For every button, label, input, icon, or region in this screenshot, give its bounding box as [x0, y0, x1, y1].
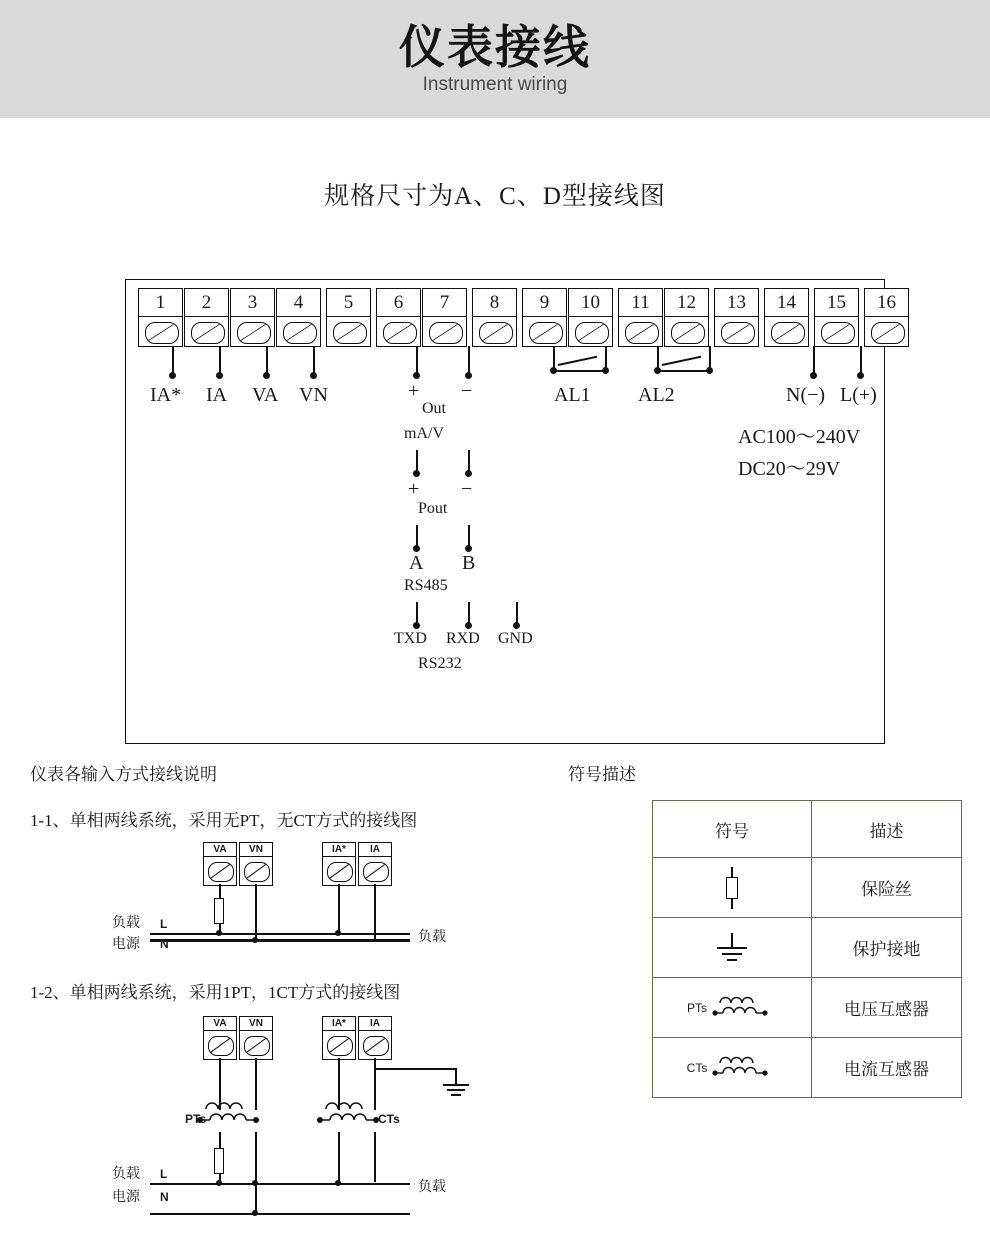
table-header-row — [653, 801, 962, 858]
terminal-4: 4 — [276, 288, 321, 347]
symbol-label-pts: PTs — [686, 1000, 707, 1015]
wire-dot — [413, 545, 420, 552]
terminal-13: 13 — [714, 288, 759, 347]
junction-node — [252, 1180, 258, 1186]
screw-icon — [240, 857, 272, 885]
label-va: VA — [252, 384, 279, 406]
junction-node — [252, 1210, 258, 1216]
screw-icon — [204, 857, 236, 885]
label-vn: VN — [299, 384, 328, 406]
case2-current-terminals — [322, 1016, 392, 1060]
symbol-table — [652, 800, 962, 1098]
label-pout-plus: + — [408, 478, 420, 500]
wire-al2-bridge — [657, 370, 710, 372]
label-al1: AL1 — [554, 384, 591, 406]
case2-voltage-terminals — [203, 1016, 273, 1060]
terminal-15: 15 — [814, 288, 859, 347]
fuse-lead-icon — [731, 867, 733, 877]
wire-dot — [706, 367, 713, 374]
label-txd: TXD — [394, 630, 427, 647]
header-symbol: 符号 — [653, 801, 812, 858]
terminal-1: 1 — [138, 288, 183, 347]
wire-dot — [263, 372, 270, 379]
symbol-cell-ground — [653, 918, 812, 978]
fuse-icon — [214, 898, 224, 924]
case1-wire-va-down — [219, 884, 221, 898]
label-l-plus: L(+) — [840, 384, 877, 406]
pt-transformer-icon — [196, 1098, 266, 1132]
terminal-3: 3 — [230, 288, 275, 347]
explanation-heading: 仪表各输入方式接线说明 — [30, 765, 217, 784]
label-ma-v: mA/V — [404, 425, 444, 442]
case2-line-l — [150, 1183, 410, 1185]
screw-icon — [765, 317, 808, 346]
ct-transformer-icon — [711, 1053, 777, 1083]
terminal-11: 11 — [618, 288, 663, 347]
terminal-14: 14 — [764, 288, 809, 347]
table-row — [653, 918, 962, 978]
terminal-strip — [138, 288, 910, 347]
fuse-icon — [214, 1148, 224, 1174]
terminal-10: 10 — [568, 288, 613, 347]
mini-terminal-ia: IA — [358, 1016, 392, 1060]
mini-terminal-va: VA — [203, 1016, 237, 1060]
mini-terminal-vn: VN — [239, 842, 273, 886]
switch-blade-al2 — [662, 356, 702, 366]
terminal-8: 8 — [472, 288, 517, 347]
wire-dot — [810, 372, 817, 379]
case1-label-l: L — [160, 917, 168, 931]
screw-icon — [359, 857, 391, 885]
symbol-cell-ct — [653, 1038, 812, 1098]
mini-terminal-ia: IA — [358, 842, 392, 886]
wire-dot — [310, 372, 317, 379]
label-dc-range: DC20～29V — [738, 458, 841, 480]
case2-label-n: N — [160, 1190, 169, 1204]
case1-wire-vn-down — [255, 884, 257, 940]
screw-icon — [185, 317, 228, 346]
wire-dot — [550, 367, 557, 374]
screw-icon — [323, 1031, 355, 1059]
label-pout: Pout — [418, 500, 448, 517]
switch-blade-al1 — [558, 356, 598, 366]
case1-label-load: 负载 — [112, 916, 140, 931]
wire-dot — [216, 372, 223, 379]
symbol-heading: 符号描述 — [568, 765, 636, 784]
screw-icon — [359, 1031, 391, 1059]
page-subtitle: Instrument wiring — [422, 74, 568, 96]
header-desc: 描述 — [812, 801, 962, 858]
fuse-icon — [726, 877, 738, 899]
page-title: 仪表接线 — [399, 20, 591, 73]
ground-icon — [731, 933, 733, 947]
junction-node — [335, 1180, 341, 1186]
terminal-12: 12 — [664, 288, 709, 347]
terminal-5: 5 — [326, 288, 371, 347]
junction-node — [216, 1180, 222, 1186]
mini-terminal-va: VA — [203, 842, 237, 886]
label-rs232: RS232 — [418, 655, 462, 672]
label-pout-minus: − — [461, 478, 473, 500]
case1-line-n — [150, 940, 410, 942]
case2-line-n — [150, 1213, 410, 1215]
screw-icon — [665, 317, 708, 346]
terminal-16: 16 — [864, 288, 909, 347]
screw-icon — [204, 1031, 236, 1059]
screw-icon — [240, 1031, 272, 1059]
symbol-desc: 保护接地 — [812, 918, 962, 978]
wire-al1-bridge — [553, 370, 606, 372]
mini-terminal-vn: VN — [239, 1016, 273, 1060]
symbol-desc: 电流互感器 — [812, 1038, 962, 1098]
case2-line-load — [374, 1183, 410, 1185]
ground-icon — [722, 953, 742, 955]
case1-voltage-terminals — [203, 842, 273, 886]
screw-icon — [231, 317, 274, 346]
label-rxd: RXD — [446, 630, 480, 647]
symbol-cell-fuse — [653, 858, 812, 918]
wire-dot — [465, 372, 472, 379]
case2-wire-pt-down — [219, 1132, 221, 1148]
case2-ground-wire-h — [374, 1068, 456, 1070]
case-1-1-title: 1-1、单相两线系统，采用无PT，无CT方式的接线图 — [30, 811, 418, 830]
terminal-wiring-diagram — [125, 279, 896, 744]
ground-icon — [443, 1084, 469, 1086]
case2-wire-ct-down2 — [374, 1132, 376, 1182]
mini-terminal-ia-star: IA* — [322, 1016, 356, 1060]
screw-icon — [815, 317, 858, 346]
symbol-desc: 保险丝 — [812, 858, 962, 918]
table-row — [653, 858, 962, 918]
case1-current-terminals — [322, 842, 392, 886]
ground-icon — [727, 959, 737, 961]
case2-label-l: L — [160, 1167, 168, 1181]
label-al2: AL2 — [638, 384, 675, 406]
pt-transformer-icon — [711, 993, 777, 1023]
fuse-lead-icon — [731, 899, 733, 909]
wire-dot — [465, 470, 472, 477]
case1-line-load — [374, 933, 410, 935]
wire-dot — [465, 545, 472, 552]
case2-wire-ct-down — [338, 1132, 340, 1182]
case2-label-pts: PTs — [185, 1112, 207, 1126]
symbol-cell-pt — [653, 978, 812, 1038]
screw-icon — [619, 317, 662, 346]
label-ia-star: IA* — [150, 384, 182, 406]
screw-icon — [323, 857, 355, 885]
ground-icon — [451, 1094, 461, 1096]
screw-icon — [423, 317, 466, 346]
case2-label-load: 负载 — [112, 1167, 140, 1182]
wire-dot — [413, 622, 420, 629]
page-banner — [0, 0, 990, 118]
case2-label-cts: CTs — [378, 1112, 400, 1126]
screw-icon — [715, 317, 758, 346]
screw-icon — [139, 317, 182, 346]
wire-dot — [413, 470, 420, 477]
junction-node — [335, 930, 341, 936]
screw-icon — [473, 317, 516, 346]
junction-node — [216, 930, 222, 936]
ct-transformer-icon — [316, 1098, 386, 1132]
wire-dot — [465, 622, 472, 629]
screw-icon — [277, 317, 320, 346]
screw-icon — [569, 317, 612, 346]
case1-label-source: 电源 — [112, 937, 140, 952]
section-title: 规格尺寸为A、C、D型接线图 — [324, 183, 666, 210]
ground-icon — [447, 1089, 465, 1091]
symbol-desc: 电压互感器 — [812, 978, 962, 1038]
wire-dot — [857, 372, 864, 379]
case1-label-load-right: 负载 — [418, 930, 446, 945]
label-rs485-b: B — [462, 552, 476, 574]
mini-terminal-ia-star: IA* — [322, 842, 356, 886]
label-gnd: GND — [498, 630, 533, 647]
table-row — [653, 1038, 962, 1098]
case2-line-bridge — [255, 1183, 257, 1213]
terminal-9: 9 — [522, 288, 567, 347]
case1-line-l — [150, 933, 410, 935]
wire-dot — [654, 367, 661, 374]
case1-wire-iastar-down — [338, 884, 340, 934]
label-out-minus: − — [461, 380, 473, 402]
terminal-7: 7 — [422, 288, 467, 347]
case1-label-n: N — [160, 937, 169, 951]
label-ac-range: AC100～240V — [738, 426, 861, 448]
label-n-minus: N(−) — [786, 384, 826, 406]
terminal-2: 2 — [184, 288, 229, 347]
case1-wire-ia-down — [374, 884, 376, 940]
screw-icon — [523, 317, 566, 346]
label-out: Out — [422, 400, 446, 417]
screw-icon — [377, 317, 420, 346]
label-rs485-a: A — [409, 552, 424, 574]
junction-node — [252, 937, 258, 943]
case2-ground-wire-v — [455, 1068, 457, 1084]
table-row — [653, 978, 962, 1038]
case2-label-load-right: 负载 — [418, 1180, 446, 1195]
wire-dot — [413, 372, 420, 379]
case2-label-source: 电源 — [112, 1190, 140, 1205]
ground-icon — [717, 947, 747, 949]
symbol-label-cts: CTs — [686, 1060, 708, 1075]
case-1-2-title: 1-2、单相两线系统，采用1PT，1CT方式的接线图 — [30, 983, 401, 1002]
wire-dot — [169, 372, 176, 379]
terminal-6: 6 — [376, 288, 421, 347]
label-rs485: RS485 — [404, 577, 448, 594]
label-out-plus: + — [408, 380, 420, 402]
wire-dot — [602, 367, 609, 374]
screw-icon — [865, 317, 908, 346]
wire-dot — [513, 622, 520, 629]
label-ia: IA — [206, 384, 228, 406]
screw-icon — [327, 317, 370, 346]
